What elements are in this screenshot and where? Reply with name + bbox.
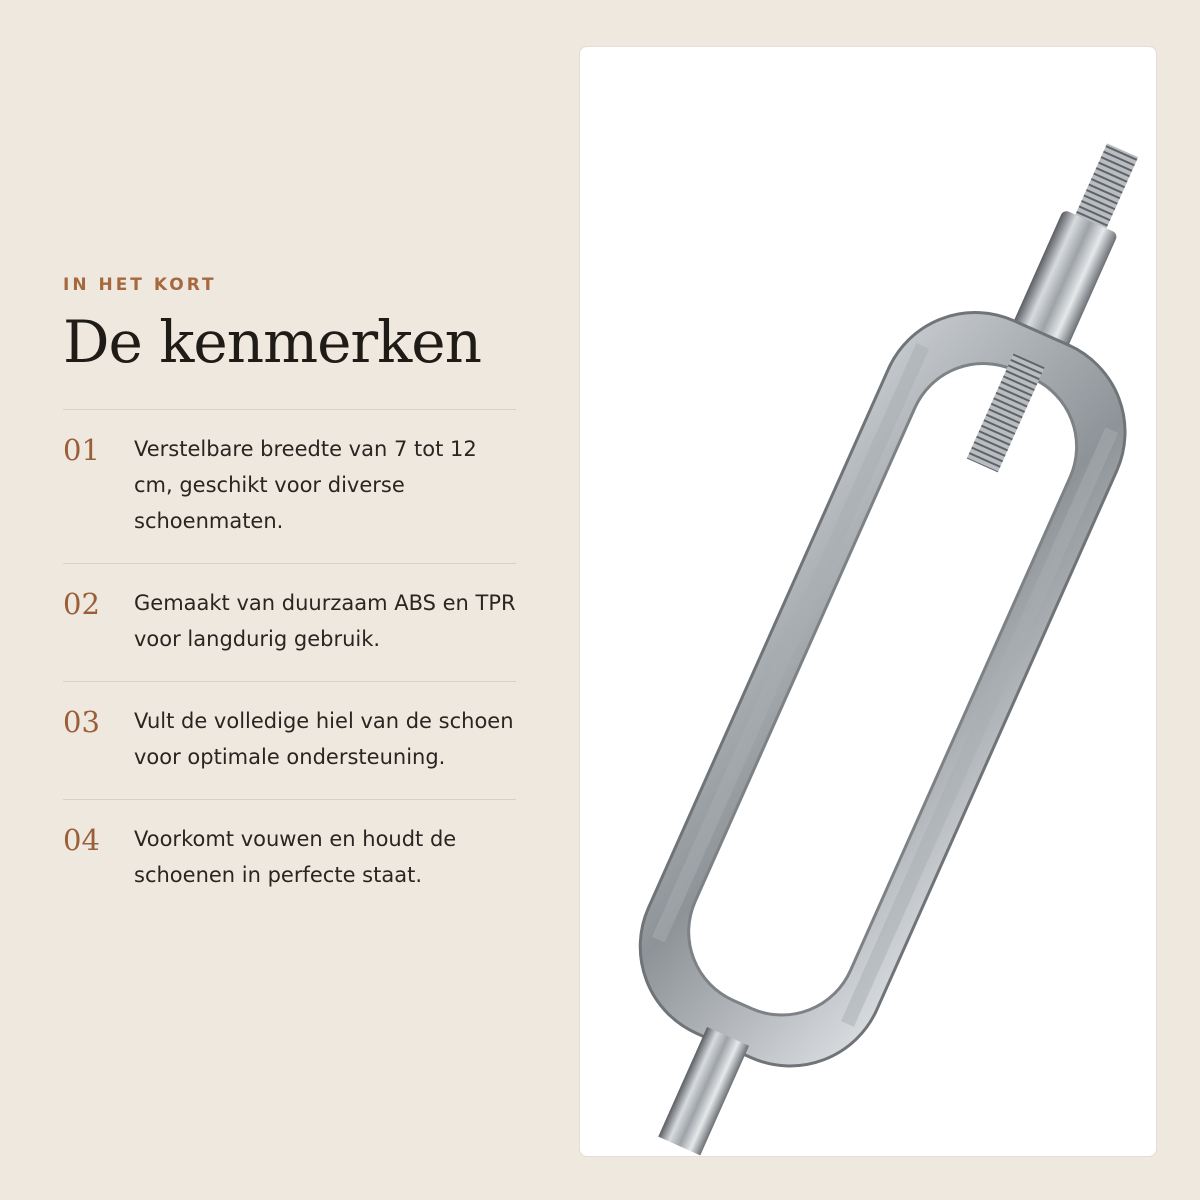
- feature-item-4: [63, 800, 516, 917]
- feature-text: Verstelbare breedte van 7 tot 12 cm, geschikt voor diverse schoenmaten.: [134, 437, 477, 533]
- features-section: [63, 272, 516, 917]
- feature-number: 01: [63, 433, 100, 467]
- feature-text: Voorkomt vouwen en houdt de schoenen in perfecte staat.: [134, 827, 457, 887]
- section-title: De kenmerken: [63, 308, 481, 376]
- feature-number: 03: [63, 705, 100, 739]
- feature-number: 02: [63, 587, 100, 621]
- product-image-card: [579, 46, 1157, 1157]
- feature-text: Vult de volledige hiel van de schoen voor optimale ondersteuning.: [134, 709, 514, 769]
- feature-item-3: [63, 682, 516, 800]
- feature-item-1: [63, 410, 516, 564]
- section-eyebrow: IN HET KORT: [63, 275, 217, 295]
- feature-number: 04: [63, 823, 100, 857]
- feature-list: [63, 409, 516, 917]
- feature-text: Gemaakt van duurzaam ABS en TPR voor langdurig gebruik.: [134, 591, 516, 651]
- metal-turnbuckle-stretcher-icon: [580, 47, 1156, 1156]
- feature-item-2: [63, 564, 516, 682]
